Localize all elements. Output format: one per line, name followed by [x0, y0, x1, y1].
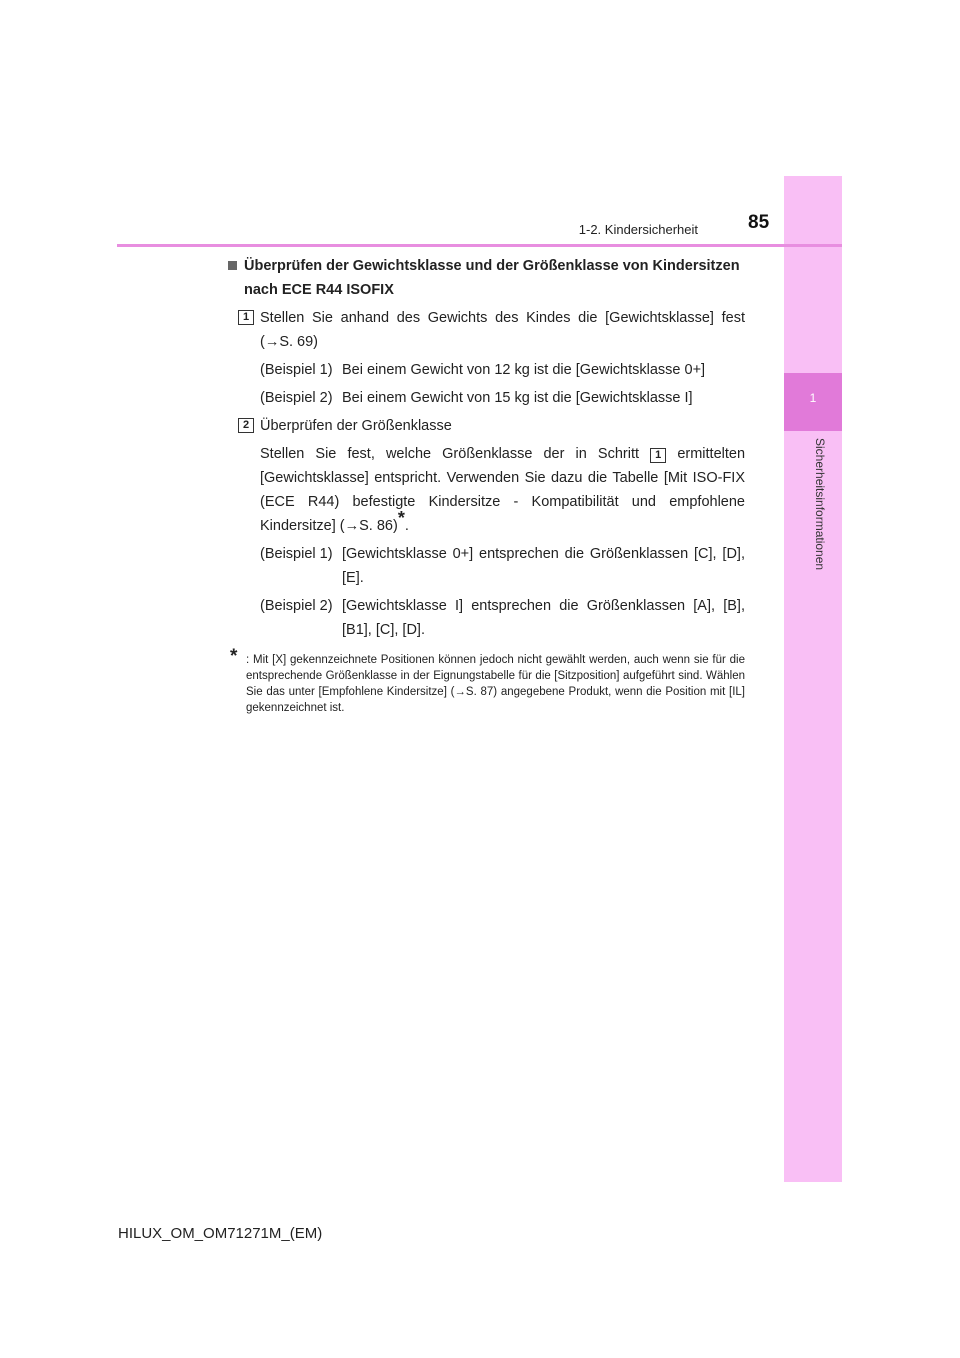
main-content [230, 254, 745, 716]
step-text-before: Stellen Sie fest, welche Größenklasse der in Schritt [260, 446, 639, 462]
example-label: (Beispiel 1) [260, 546, 333, 562]
step-title: Überprüfen der Größenklasse [260, 418, 452, 434]
example-label: (Beispiel 1) [260, 362, 333, 378]
example-row [260, 386, 745, 410]
header-divider [117, 244, 842, 247]
footnote-text: : Mit [X] gekennzeichnete Positionen können jedoch nicht gewählt werden, auch wenn sie für die entsprechende Größenklasse in der Eignungstabelle für die [Sitzposition] aufgeführt sind. Wählen Sie das unter [Empfohlene Kindersitze] (→S. 87) angegebene Produkt, wenn die Position mit [IL] gekennzeichnet ist. [246, 654, 745, 714]
sentence-end: . [404, 518, 409, 534]
example-label: (Beispiel 2) [260, 598, 333, 614]
step-2 [230, 414, 745, 642]
example-row [260, 358, 745, 382]
example-label: (Beispiel 2) [260, 390, 333, 406]
chapter-label: Sicherheitsinformationen [813, 438, 827, 571]
side-strip [784, 176, 842, 1182]
step-number-badge: 1 [238, 310, 254, 325]
section-heading [230, 254, 745, 302]
step-number-badge: 2 [238, 418, 254, 433]
chapter-number: 1 [809, 391, 817, 405]
square-bullet-icon [228, 261, 237, 270]
step-text-after: ermittelten [Gewichtsklasse] entspricht. Verwenden Sie dazu die Tabelle [Mit ISO-FIX (ECE R44) befestigte Kindersitze - Kompatibilität und empfohlene Kindersitze] (→S. 86) [260, 446, 746, 534]
step-text [260, 442, 745, 538]
step-1 [230, 306, 745, 410]
footnote-star: * [230, 646, 238, 667]
footnote-marker: * [397, 508, 405, 529]
heading-text: Überprüfen der Gewichtsklasse und der Größenklasse von Kindersitzen nach ECE R44 ISOFIX [244, 258, 740, 298]
footnote [230, 646, 745, 716]
example-row [260, 594, 745, 642]
example-text: Bei einem Gewicht von 15 kg ist die [Gewichtsklasse I] [342, 390, 693, 406]
example-text: [Gewichtsklasse I] entsprechen die Größenklassen [A], [B], [B1], [C], [D]. [342, 598, 745, 638]
example-row [260, 542, 745, 590]
step-text: Stellen Sie anhand des Gewichts des Kindes die [Gewichtsklasse] fest (→S. 69) [260, 310, 745, 350]
example-text: [Gewichtsklasse 0+] entsprechen die Größenklassen [C], [D], [E]. [342, 546, 745, 586]
section-title: 1-2. Kindersicherheit [578, 222, 698, 237]
step-reference-badge: 1 [650, 448, 666, 463]
document-id: HILUX_OM_OM71271M_(EM) [118, 1225, 323, 1242]
page-number: 85 [748, 212, 770, 233]
example-text: Bei einem Gewicht von 12 kg ist die [Gewichtsklasse 0+] [342, 362, 706, 378]
